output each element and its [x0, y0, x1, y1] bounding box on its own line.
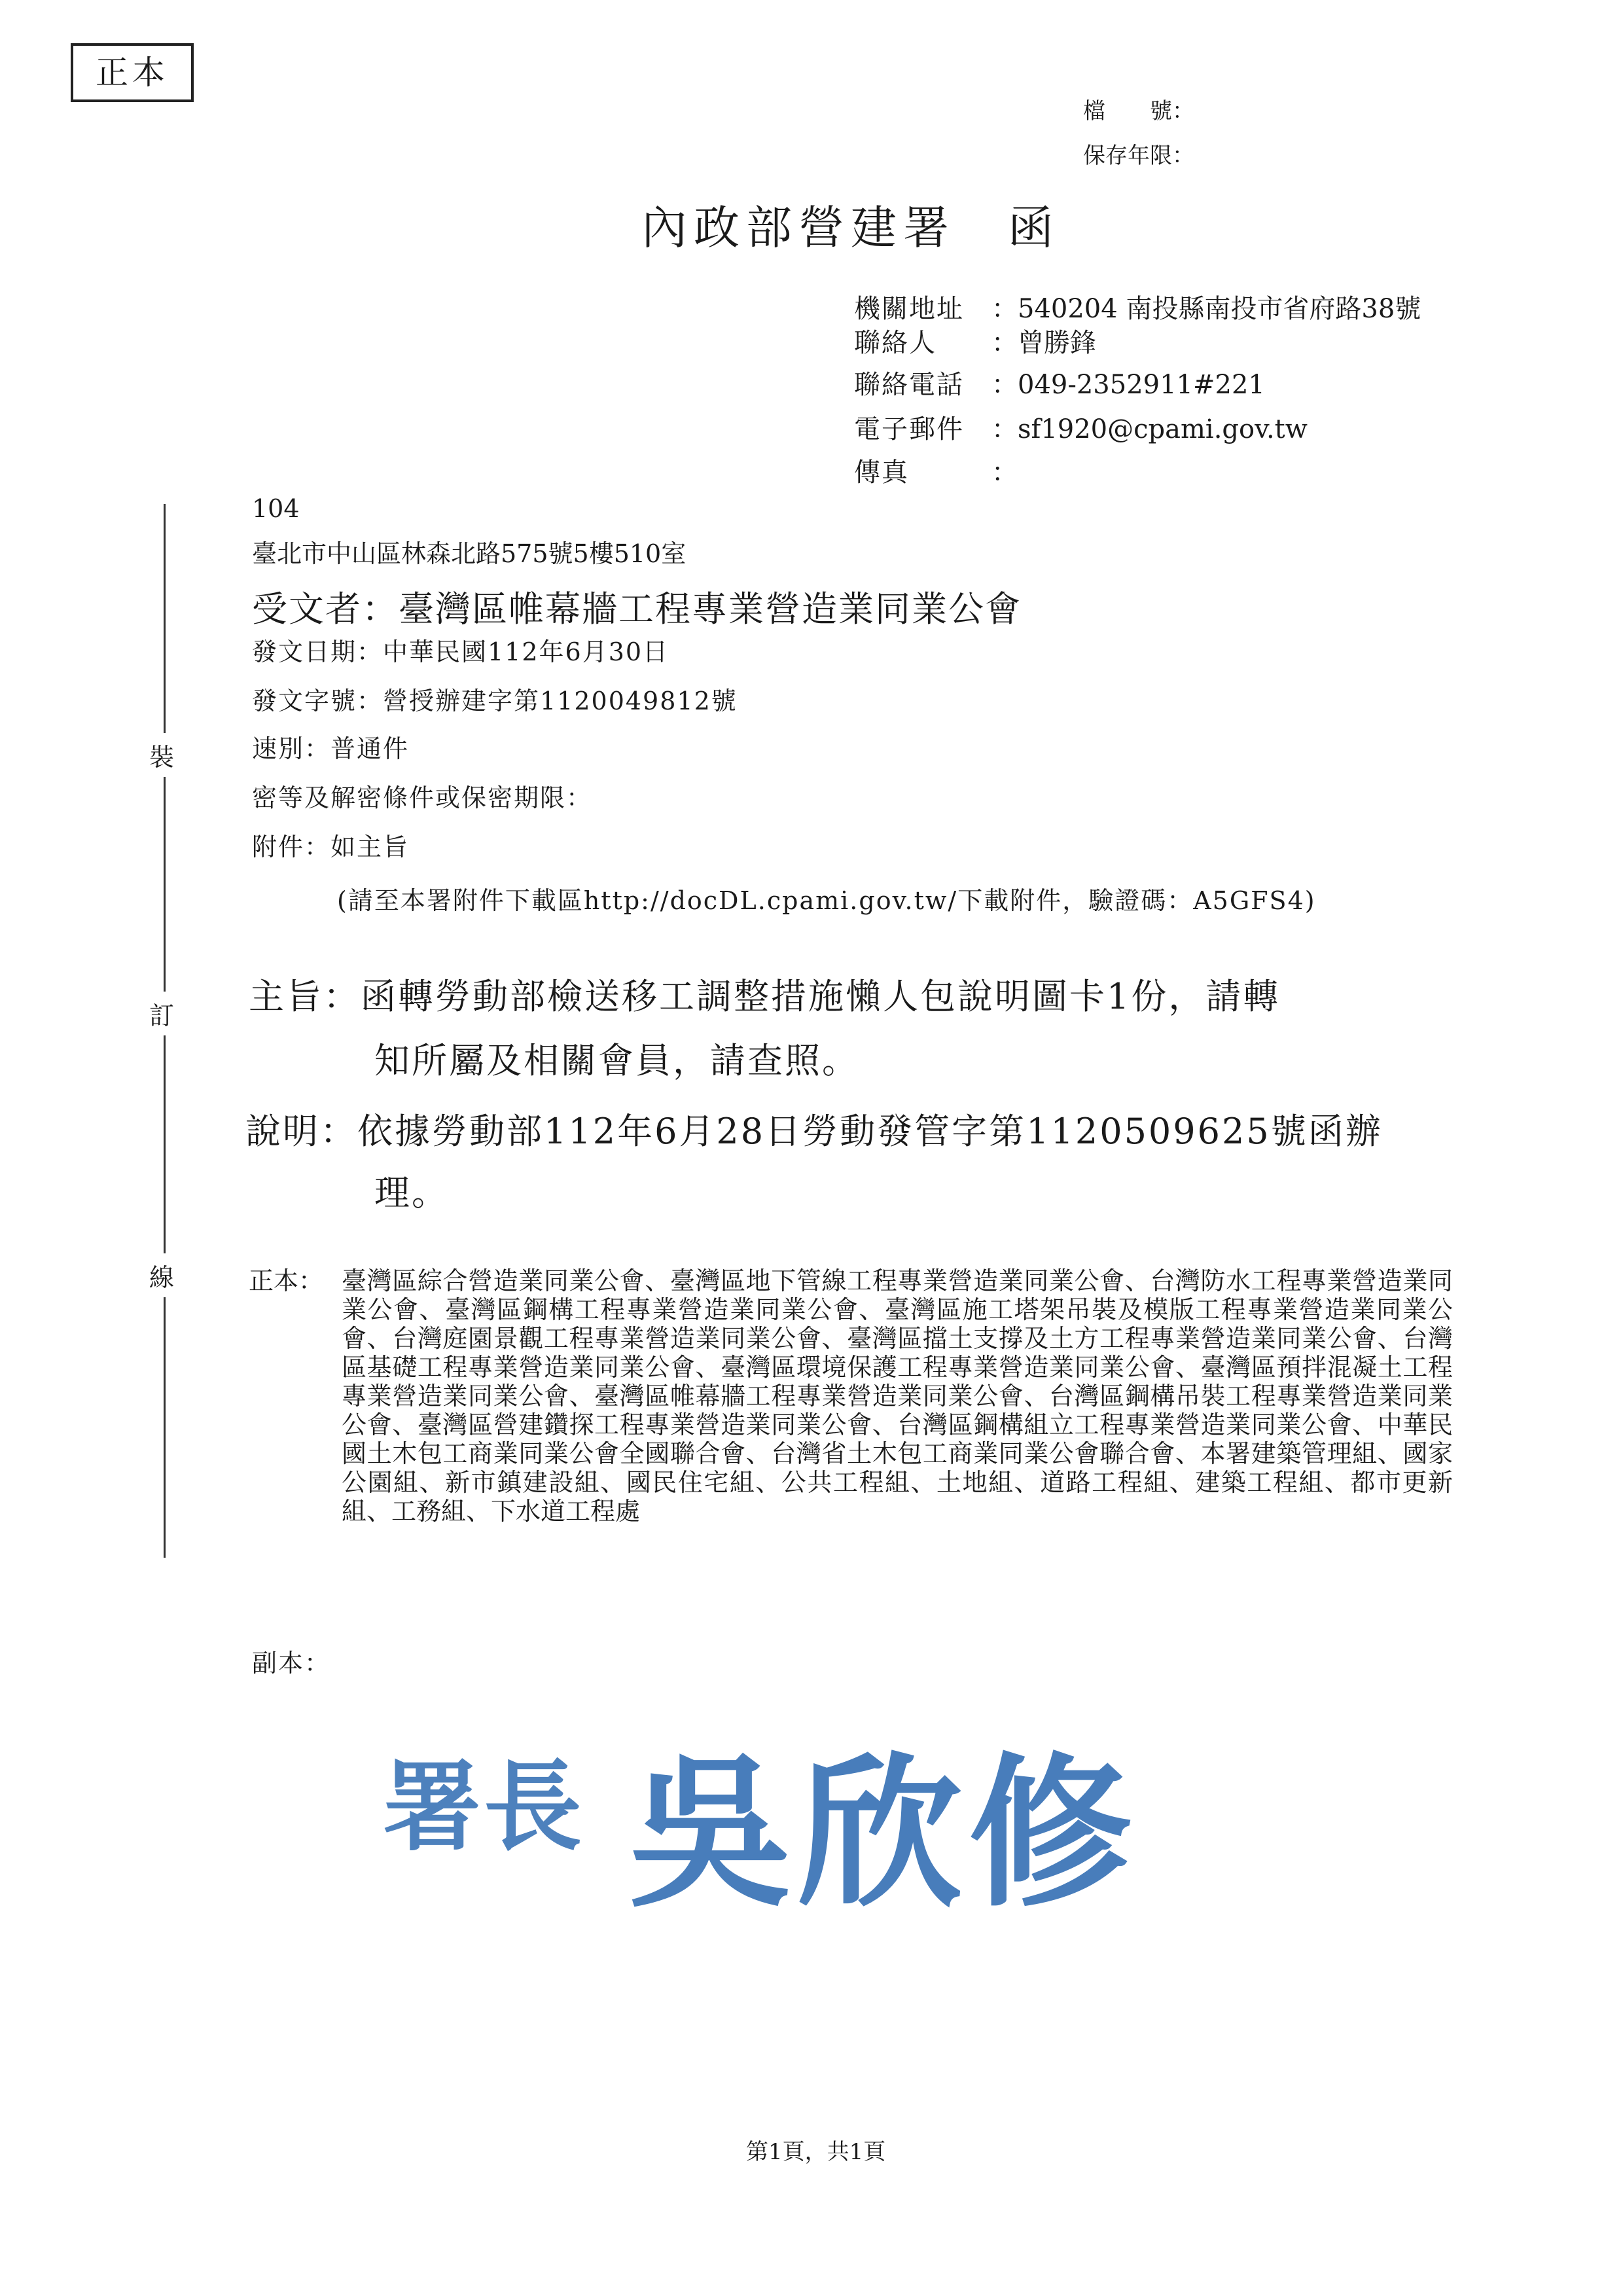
address-label: 機關地址 — [854, 294, 964, 324]
director-name-seal: 吳欣修 — [628, 1736, 1139, 1929]
retention-period-label: 保存年限： — [1083, 143, 1194, 169]
contact-person — [854, 322, 1096, 359]
person-label: 聯絡人 — [854, 328, 936, 358]
attachment: 附件：如主旨 — [252, 833, 410, 861]
recipient: 受文者：臺灣區帷幕牆工程專業營造業同業公會 — [252, 588, 1022, 630]
explanation-line-2: 理。 — [374, 1172, 449, 1213]
director-title-seal: 署長 — [383, 1749, 585, 1865]
person-value: ：曾勝鋒 — [991, 328, 1096, 358]
explanation-line-1: 說明：依據勞動部112年6月28日勞動發管字第1120509625號函辦 — [245, 1111, 1383, 1152]
contact-email — [854, 408, 1308, 446]
binding-mark-ding: 訂 — [149, 992, 174, 1035]
secrecy-level: 密等及解密條件或保密期限： — [252, 783, 593, 812]
page-number: 第1頁，共1頁 — [746, 2139, 886, 2165]
phone-label: 聯絡電話 — [854, 370, 964, 400]
subject-line-2: 知所屬及相關會員，請查照。 — [374, 1040, 859, 1081]
delivery-speed: 速別：普通件 — [252, 734, 410, 763]
original-recipients-block — [249, 1266, 1453, 1526]
file-number-label: 檔 號： — [1083, 98, 1194, 124]
address-value: ：540204 南投縣南投市省府路38號 — [991, 294, 1421, 324]
contact-fax — [854, 452, 1018, 489]
contact-phone — [854, 364, 1265, 401]
subject-line-1: 主旨：函轉勞動部檢送移工調整措施懶人包說明圖卡1份，請轉 — [249, 976, 1281, 1017]
original-recipients-label: 正本： — [249, 1266, 324, 1295]
fax-value: ： — [991, 457, 1018, 488]
fax-label: 傳真 — [854, 457, 909, 488]
recipient-zip: 104 — [252, 494, 300, 523]
document-number: 發文字號：營授辦建字第1120049812號 — [252, 687, 738, 715]
issue-date: 發文日期：中華民國112年6月30日 — [252, 637, 669, 666]
recipient-street: 臺北市中山區林森北路575號5樓510室 — [252, 539, 687, 568]
copy-recipients-label: 副本： — [252, 1649, 331, 1677]
download-note: (請至本署附件下載區http://docDL.cpami.gov.tw/下載附件，驗證碼：A5GFS4) — [337, 886, 1316, 915]
email-label: 電子郵件 — [854, 414, 964, 444]
email-value: ：sf1920@cpami.gov.tw — [991, 414, 1308, 444]
phone-value: ：049-2352911#221 — [991, 370, 1265, 400]
original-copy-stamp: 正本 — [71, 43, 194, 102]
original-recipients-list: 臺灣區綜合營造業同業公會、臺灣區地下管線工程專業營造業同業公會、台灣防水工程專業營造業同業公會、臺灣區鋼構工程專業營造業同業公會、臺灣區施工塔架吊裝及模版工程專業營造業同業公會、台灣庭園景觀工程專業營造業同業公會、臺灣區擋土支撐及土方工程專業營造業同業公會、台灣區基礎工程專業營造業同業公會、臺灣區環境保護工程專業營造業同業公會、臺灣區預拌混凝土工程專業營造業同業公會、臺灣區帷幕牆工程專業營造業同業公會、台灣區鋼構吊裝工程專業營造業同業公會、臺灣區營建鑽探工程專業營造業同業公會、台灣區鋼構組立工程專業營造業同業公會、中華民國土木包工商業同業公會全國聯合會、台灣省土木包工商業同業公會聯合會、本署建築管理組、國家公園組、新市鎮建設組、國民住宅組、公共工程組、土地組、道路工程組、建築工程組、都市更新組、工務組、下水道工程處 — [342, 1266, 1453, 1526]
binding-mark-xian: 線 — [149, 1253, 174, 1297]
document-title: 內政部營建署 函 — [641, 201, 1060, 255]
binding-mark-zhuang: 裝 — [149, 733, 174, 777]
contact-address — [854, 288, 1421, 325]
